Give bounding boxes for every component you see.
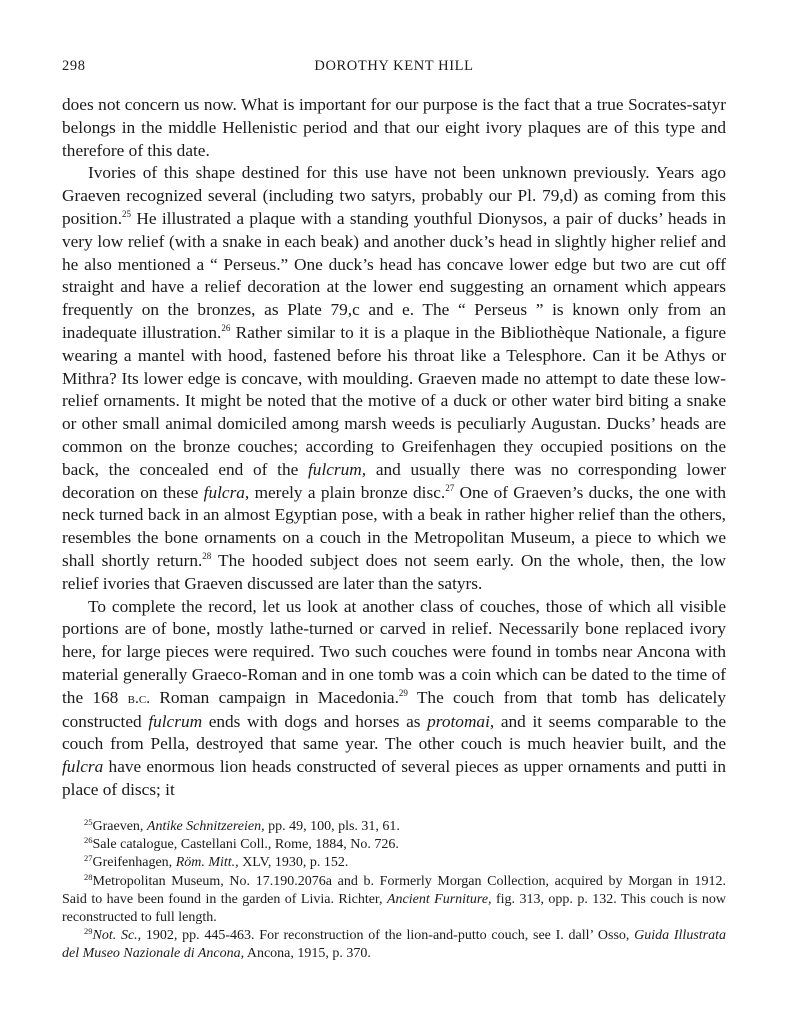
- paragraph-3: To complete the record, let us look at another class of couches, those of which all visible portions are of bone, mostly lathe-turned or carved in relief. Necessarily bone replaced ivory here, for large pieces were required. Two such couches were found in tombs near Ancona with material generally Graeco-Roman and in one tomb was a coin which can be dated to the time of the 168 b.c. Roman campaign in Macedonia.$^{29}$ The couch from that tomb has delicately constructed fulcrum ends with dogs and horses as protomai, and it seems comparable to the couch from Pella, destroyed that same year. The other couch is much heavier built, and the fulcra have enormous lion heads constructed of several pieces as upper ornaments and putti in place of discs; it: [62, 596, 727, 799]
- footnote-26: $^{26}$Sale catalogue, Castellani Coll., Rome, 1884, No. 726.: [84, 835, 399, 853]
- paragraph-1: does not concern us now. What is important for our purpose is the fact that a true Socrates-satyr belongs in the middle Hellenistic period and that our eight ivory plaques are of this type and therefore of this date.: [62, 95, 726, 160]
- footnote-ref-25[interactable]: 25: [122, 208, 132, 219]
- footnote-ref-26[interactable]: 26: [221, 322, 231, 333]
- footnote-28: $^{28}$Metropolitan Museum, No. 17.190.2076a and b. Formerly Morgan Collection, acquired by Morgan in 1912. Said to have been found in the garden of Livia. Richter, Ancient Furniture, fig. 313, opp. p. 132. This couch is now reconstructed to full length.: [62, 871, 726, 926]
- footnote-ref-27[interactable]: 27: [445, 482, 455, 493]
- paragraph-2: Ivories of this shape destined for this use have not been unknown previously. Years ago Graeven recognized several (including two satyrs, probably our Pl. 79,d) as coming from this position.$^{25}$ He illustrated a plaque with a standing youthful Dionysos, a pair of ducks’ heads in very low relief (with a snake in each beak) and another duck’s head in slightly higher relief and he also mentioned a “ Perseus.” One duck’s head has concave lower edge but two are cut off straight and have a relief decoration at the lower end suggesting an ornament which appears frequently on the bronzes, as Plate 79,c and e. The “ Perseus ” is known only from an inadequate illustration.$^{26}$ Rather similar to it is a plaque in the Bibliothèque Nationale, a figure wearing a mantel with hood, fastened before his throat like a Telesphore. Can it be Athys or Mithra? Its lower edge is concave, with moulding. Graeven made no attempt to date these low-relief ornaments. It might be noted that the motive of a duck or other water bird biting a snake or other small animal domiciled among marsh weeds is peculiarly Augustan. Ducks’ heads are common on the bronze couches; according to Greifenhagen they occupied positions on the back, the concealed end of the fulcrum, and usually there was no corresponding lower decoration on these fulcra, merely a plain bronze disc.$^{27}$ One of Graeven’s ducks, the one with neck turned back in an almost Egyptian pose, with a beak in rather higher relief than the others, resembles the bone ornaments on a couch in the Metropolitan Museum, a piece to which we shall shortly return.$^{28}$ The hooded subject does not seem early. On the whole, then, the low relief ivories that Graeven discussed are later than the satyrs.: [62, 163, 727, 593]
- page-number: 298: [62, 58, 86, 74]
- footnote-27: $^{27}$Greifenhagen, Röm. Mitt., XLV, 1930, p. 152.: [84, 853, 349, 871]
- footnote-25: $^{25}$Graeven, Antike Schnitzereien, pp. 49, 100, pls. 31, 61.: [84, 817, 400, 834]
- footnote-ref-28[interactable]: 28: [202, 550, 212, 561]
- running-head: DOROTHY KENT HILL: [314, 58, 474, 74]
- footnote-29: $^{29}$Not. Sc., 1902, pp. 445-463. For reconstruction of the lion-and-putto couch, see I. dall’ Osso, Guida Illustrata del Museo Nazionale di Ancona, Ancona, 1915, p. 370.: [62, 926, 726, 962]
- footnote-ref-29[interactable]: 29: [398, 687, 408, 698]
- page-header: [62, 58, 726, 80]
- footnotes: [62, 818, 726, 964]
- body-text: [62, 94, 726, 802]
